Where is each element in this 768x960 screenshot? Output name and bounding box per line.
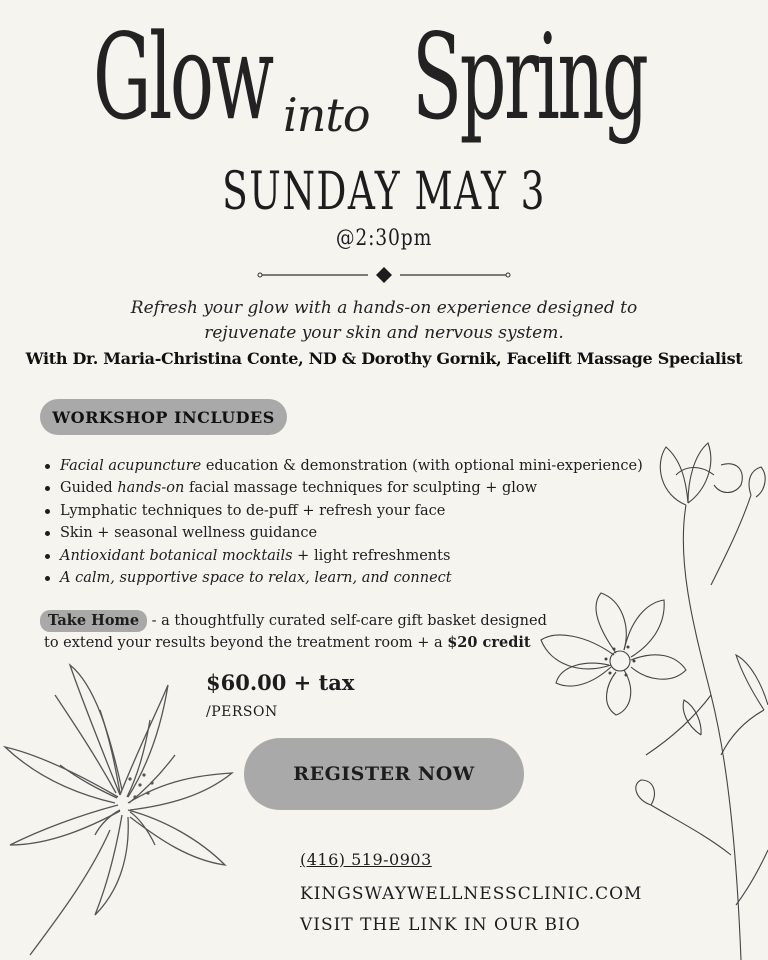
take-home-credit: $20 credit (447, 634, 531, 651)
item-text: Skin + seasonal wellness guidance (60, 525, 318, 542)
tagline (0, 296, 768, 346)
tagline-line-2: rejuvenate your skin and nervous system. (204, 323, 564, 343)
item-italic: hands-on (117, 480, 185, 497)
title-glow: Glow (93, 8, 272, 146)
workshop-includes-heading: WORKSHOP INCLUDES (40, 399, 287, 435)
item-italic: A calm, supportive space to relax, learn, and connect (60, 570, 452, 587)
event-date: SUNDAY MAY 3 (222, 162, 546, 222)
tagline-line-1: Refresh your glow with a hands-on experience designed to (130, 298, 638, 318)
price: $60.00 + tax (206, 670, 355, 695)
event-time: @2:30pm (335, 226, 433, 251)
item-text-pre: Guided (60, 480, 118, 497)
item-text: Lymphatic techniques to de-puff + refresh your face (60, 502, 446, 519)
take-home-text (44, 610, 564, 654)
website-url: KINGSWAYWELLNESSCLINIC.COM (300, 884, 643, 904)
item-italic: Antioxidant botanical mocktails (60, 547, 293, 564)
hosts-line: With Dr. Maria-Christina Conte, ND & Dorothy Gornik, Facelift Massage Specialist (25, 349, 743, 368)
item-text: + light refreshments (292, 547, 451, 564)
item-italic: Facial acupuncture (60, 458, 202, 474)
take-home-description: - a thoughtfully curated self-care gift basket designed to extend your results beyond the treatment room + a (44, 613, 547, 651)
ornament-divider (256, 264, 512, 286)
register-now-button[interactable]: REGISTER NOW (244, 738, 524, 810)
item-text: education & demonstration (with optional mini-experience) (201, 458, 643, 474)
take-home-label: Take Home (40, 610, 147, 632)
bio-note: VISIT THE LINK IN OUR BIO (300, 915, 581, 935)
phone-link[interactable]: (416) 519-0903 (300, 850, 432, 869)
per-person: /PERSON (206, 704, 278, 720)
item-text: facial massage techniques for sculpting + glow (184, 480, 538, 497)
title-into: into (283, 88, 370, 142)
flower-branch-illustration (536, 435, 768, 960)
title (0, 10, 768, 170)
lily-flower-illustration (0, 655, 240, 960)
title-spring: Spring (412, 8, 647, 146)
